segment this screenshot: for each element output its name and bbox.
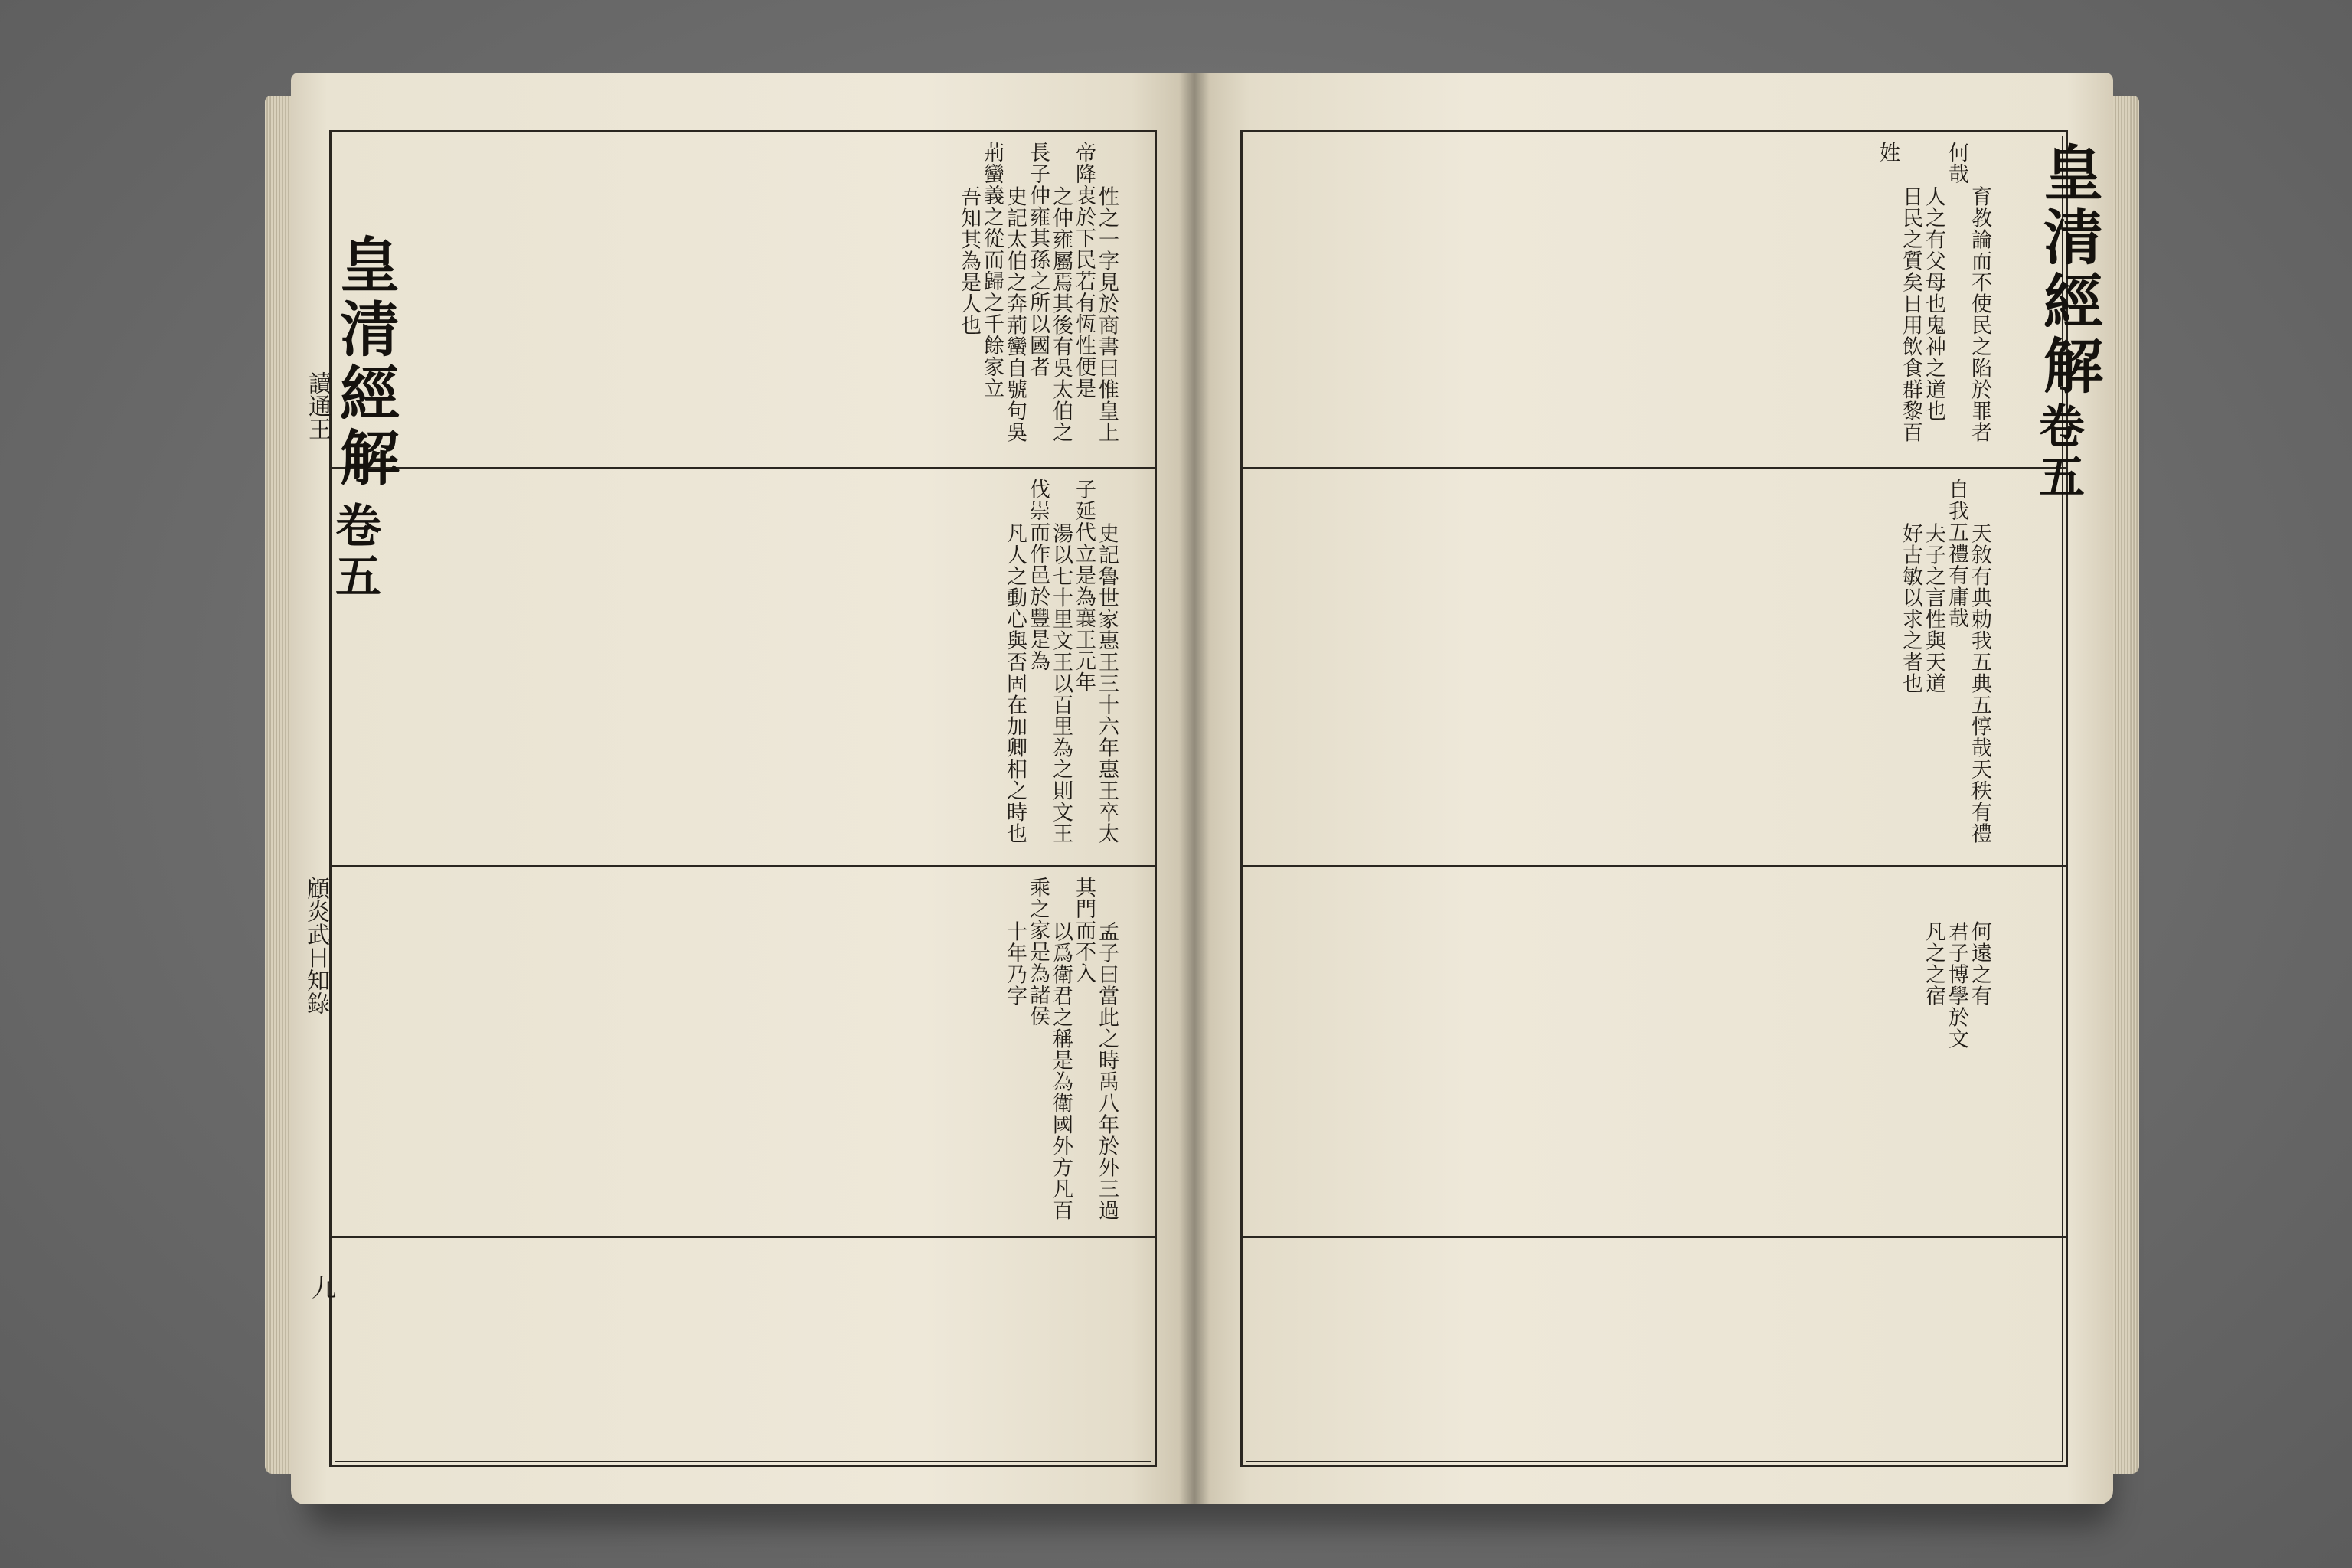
right-middle-band-text: [1256, 479, 2014, 854]
text-column: 十年乃字: [1003, 920, 1027, 1007]
left-bottom-band-text: [383, 877, 1141, 1225]
right-top-band-text: [1256, 142, 2014, 459]
text-column: 人之有父母也鬼神之道也: [1922, 185, 1945, 422]
text-column: 史記太伯之奔荊蠻自號句吳荊蠻義之從而歸之千餘家立: [980, 142, 1027, 443]
text-column: 性之一字見於商書曰惟皇上帝降衷於下民若有恆性便是: [1072, 142, 1119, 443]
right-band-divider-3: [1240, 1236, 2068, 1238]
text-column: 好古敏以求之者也: [1899, 522, 1922, 694]
text-column: 凡人之動心與否固在加卿相之時也: [1003, 522, 1027, 844]
left-band-divider-2: [329, 865, 1157, 867]
text-column: 凡之之宿: [1922, 920, 1945, 1007]
text-column: 以爲衛君之稱是為衛國外方凡百乘之家是為諸侯: [1026, 877, 1073, 1221]
right-band-divider-1: [1240, 467, 2068, 469]
text-column: 君子博學於文: [1945, 920, 1968, 1050]
middle-band-title: 顧炎武日知錄: [302, 877, 329, 1014]
open-book: [291, 73, 2113, 1527]
right-page: [1194, 73, 2113, 1504]
volume-label: 卷五: [328, 501, 381, 603]
right-running-title: 皇清經解: [2034, 142, 2103, 399]
right-page-edges: [2110, 96, 2139, 1474]
right-bottom-band-text: [1256, 877, 2014, 1225]
text-column: 史記魯世家惠王三十六年惠王卒太子延代立是為襄王元年: [1072, 479, 1119, 844]
right-volume-label: 卷五: [2031, 402, 2085, 503]
left-band-divider-1: [329, 467, 1157, 469]
text-column: 吾知其為是人也: [957, 185, 981, 336]
text-column: 湯以七十里文王以百里為之則文王伐崇而作邑於豐是為: [1026, 479, 1073, 844]
text-column: 育教論而不使民之陷於罪者何哉: [1945, 142, 1991, 443]
text-column: 天敘有典勅我五典五惇哉天秩有禮自我五禮有庸哉: [1945, 479, 1991, 844]
page-number: 九: [308, 1275, 337, 1299]
right-band-divider-2: [1240, 865, 2068, 867]
text-column: 之仲雍屬焉其後有吳太伯之長子仲雍其孫之所以國者: [1026, 142, 1073, 443]
left-band-divider-3: [329, 1236, 1157, 1238]
text-column: 夫子之言性與天道: [1922, 522, 1945, 694]
running-title: 皇清經解: [330, 234, 400, 491]
text-column: 何遠之有: [1968, 920, 1991, 1007]
left-top-band-text: [383, 142, 1141, 459]
left-page: [291, 73, 1194, 1504]
text-column: 日民之質矣日用飲食群黎百姓: [1876, 142, 1922, 443]
left-middle-band-text: [383, 479, 1141, 854]
section-label: 讀通王: [304, 371, 331, 440]
left-page-edges: [265, 96, 294, 1474]
book-gutter: [1179, 73, 1210, 1504]
text-column: 孟子曰當此之時禹八年於外三過其門而不入: [1072, 877, 1119, 1221]
